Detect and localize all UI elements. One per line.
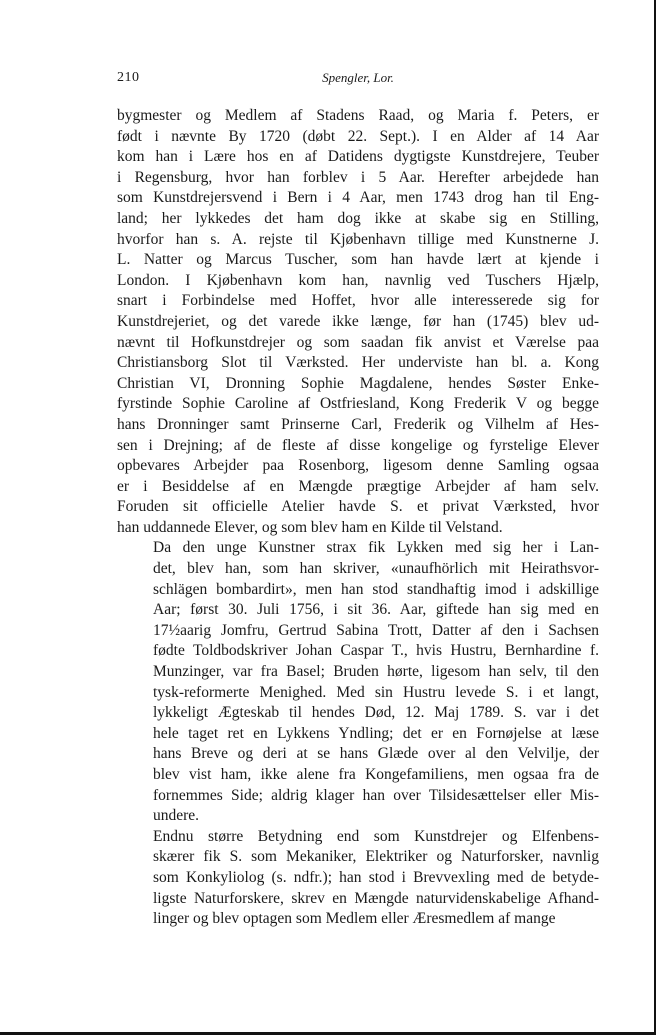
body-text — [117, 106, 599, 930]
paragraph — [117, 538, 599, 826]
text-line: født i nævnte By 1720 (døbt 22. Sept.). I en Alder af 14 Aar — [117, 127, 599, 145]
text-line: linger og blev optagen som Medlem eller Æresmedlem af mange — [153, 910, 556, 928]
text-line: Foruden sit officielle Atelier havde S. et privat Værksted, hvor — [117, 498, 599, 516]
text-line: Christiansborg Slot til Værksted. Her underviste han bl. a. Kong — [117, 354, 599, 372]
text-line: skærer fik S. som Mekaniker, Elektriker og Naturforsker, navnlig — [153, 848, 599, 866]
text-line: Munzinger, var fra Basel; Bruden hørte, ligesom han selv, til den — [153, 663, 599, 681]
text-line: bygmester og Medlem af Stadens Raad, og Maria f. Peters, er — [117, 107, 599, 124]
text-line: Aar; først 30. Juli 1756, i sit 36. Aar, giftede han sig med en — [153, 601, 599, 619]
text-line: fødte Toldbodskriver Johan Caspar T., hvis Hustru, Bernhardine f. — [153, 642, 599, 660]
text-line: land; her lykkedes det ham dog ikke at skabe sig en Stilling, — [117, 209, 599, 227]
text-line: sen i Drejning; af de fleste af disse kongelige og fyrstelige Elever — [117, 436, 599, 454]
page-header — [117, 70, 599, 94]
text-line: Kunstdrejeriet, og det varede ikke længe, før han (1745) blev ud- — [117, 312, 599, 330]
text-line: 17½aarig Jomfru, Gertrud Sabina Trott, Datter af den i Sachsen — [153, 621, 599, 639]
paragraph — [117, 106, 599, 538]
text-line: i Regensburg, hvor han forblev i 5 Aar. Herefter arbejdede han — [117, 168, 599, 186]
text-line: Da den unge Kunstner strax fik Lykken med sig her i Lan- — [153, 539, 599, 557]
text-line: som Kunstdrejersvend i Bern i 4 Aar, men 1743 drog han til Eng- — [117, 189, 599, 207]
text-line: han uddannede Elever, og som blev ham en Kilde til Velstand. — [117, 518, 503, 536]
text-line: fyrstinde Sophie Caroline af Ostfriesland, Kong Frederik V og begge — [117, 395, 599, 413]
text-line: hele taget ret en Lykkens Yndling; det er en Fornøjelse at læse — [153, 724, 599, 742]
text-line: kom han i Lære hos en af Datidens dygtigste Kunstdrejere, Teuber — [117, 148, 599, 166]
text-line: det, blev han, som han skriver, «unaufhörlich mit Heirathsvor- — [153, 560, 599, 578]
text-line: fornemmes Side; aldrig klager han over Tilsidesættelser eller Mis- — [153, 786, 599, 804]
running-head: Spengler, Lor. — [322, 70, 394, 85]
text-line: London. I Kjøbenhavn kom han, navnlig ved Tuschers Hjælp, — [117, 271, 599, 289]
text-line: blev vist ham, ikke alene fra Kongefamiliens, men ogsaa fra de — [153, 766, 599, 783]
text-line: nævnt til Hofkunstdrejer og som saadan fik anvist et Værelse paa — [117, 333, 599, 351]
text-line: hans Dronninger samt Prinserne Carl, Frederik og Vilhelm af Hes- — [117, 415, 599, 433]
text-line: som Konkyliolog (s. ndfr.); han stod i Brevvexling med de betyde- — [153, 868, 599, 886]
text-line: Endnu større Betydning end som Kunstdrejer og Elfenbens- — [153, 827, 599, 845]
text-line: tysk-reformerte Menighed. Med sin Hustru levede S. i et langt, — [153, 683, 599, 701]
text-line: hans Breve og deri at se hans Glæde over al den Velvilje, der — [153, 745, 599, 763]
text-line: Christian VI, Dronning Sophie Magdalene, hendes Søster Enke- — [117, 374, 599, 392]
text-line: ligste Naturforskere, skrev en Mængde naturvidenskabelige Afhand- — [153, 889, 599, 907]
text-line: L. Natter og Marcus Tuscher, som han havde lært at kjende i — [117, 251, 599, 269]
page-number: 210 — [117, 70, 140, 85]
text-line: undere. — [153, 807, 200, 825]
text-line: lykkeligt Ægteskab til hendes Død, 12. Maj 1789. S. var i det — [153, 704, 599, 722]
text-line: schlägen bombardirt», men han stod standhaftig imod i adskillige — [153, 580, 599, 598]
paragraph — [117, 827, 599, 930]
text-line: snart i Forbindelse med Hoffet, hvor alle interesserede sig for — [117, 292, 599, 310]
text-line: er i Besiddelse af en Mængde prægtige Arbejder af ham selv. — [117, 477, 599, 495]
text-line: opbevares Arbejder paa Rosenborg, ligesom denne Samling ogsaa — [117, 457, 599, 475]
text-line: hvorfor han s. A. rejste til Kjøbenhavn tillige med Kunstnerne J. — [117, 230, 599, 248]
